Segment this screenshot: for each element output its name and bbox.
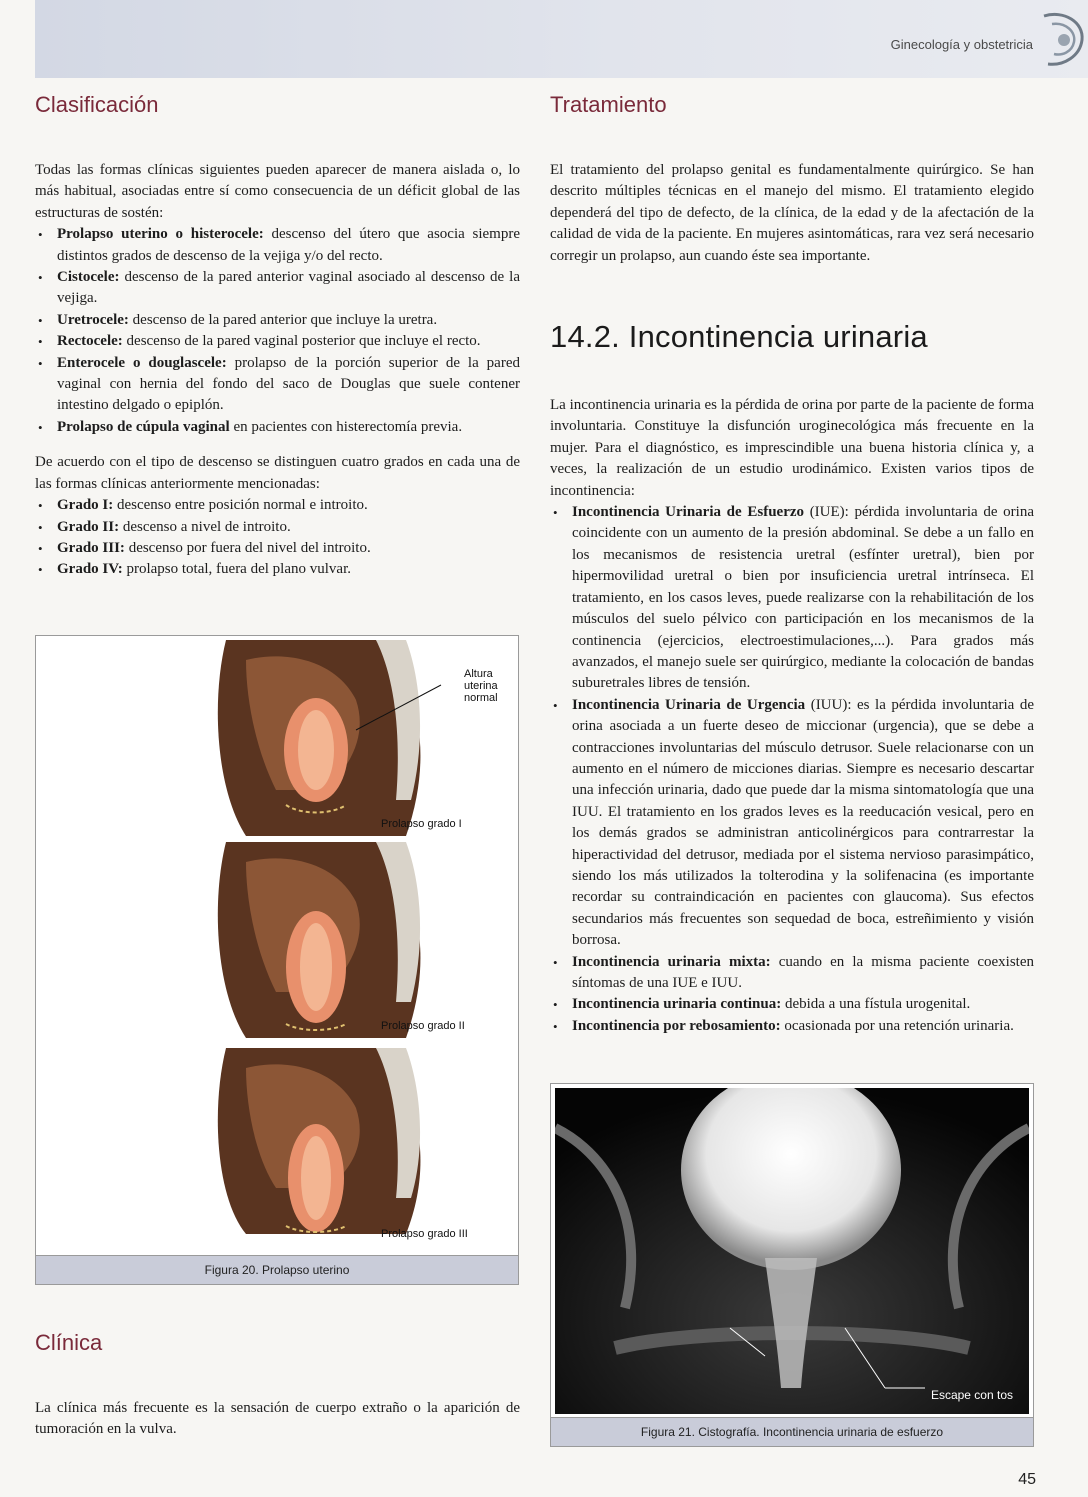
- list-item: • Incontinencia urinaria mixta: cuando en la misma paciente coexisten síntomas de una IUE e IUU.: [550, 952, 1034, 995]
- list-item: • Grado I: descenso entre posición normal e introito.: [35, 495, 520, 516]
- chapter-heading-incontinencia: 14.2. Incontinencia urinaria: [550, 319, 928, 355]
- label-prolapso-grado-3: Prolapso grado III: [381, 1228, 468, 1240]
- left-column: [35, 92, 520, 581]
- cystography-xray-image: [555, 1088, 1029, 1414]
- list-item: • Prolapso de cúpula vaginal en pacientes con histerectomía previa.: [35, 417, 520, 438]
- prolapse-grade-2-illustration: [206, 842, 446, 1038]
- grados-list: [35, 495, 520, 581]
- list-item: • Incontinencia Urinaria de Esfuerzo (IUE): pérdida involuntaria de orina coincidente con un aumento de la presión abdominal. Se debe a un fallo en los mecanismos de resistencia uretral (esfínter uretral), bien por hipermovilidad uretral o bien por insuficiencia uretral intrínseca. El tratamiento, en los casos leves, puede realizarse con la rehabilitación de los músculos del suelo pélvico con participación en los mecanismos de la continencia (ejercicios, electroestimulaciones,...). Para grados más avanzados, el manejo suele ser quirúrgico, mediante la colocación de bandas suburetrales libres de tensión.: [550, 502, 1034, 695]
- list-item: • Incontinencia urinaria continua: debida a una fístula urogenital.: [550, 994, 1034, 1015]
- list-item: • Grado III: descenso por fuera del nivel del introito.: [35, 538, 520, 559]
- incontinencia-intro: La incontinencia urinaria es la pérdida de orina por parte de la paciente de forma involuntaria. Constituye la disfunción uroginecológica más frecuente en la mujer. Para el diagnóstico, es imprescindible una buena historia clínica y, a veces, la realización de un estudio urodinámico. Existen varios tipos de incontinencia:: [550, 397, 1034, 499]
- label-prolapso-grado-2: Prolapso grado II: [381, 1020, 465, 1032]
- incontinencia-list: [550, 502, 1034, 1037]
- clasificacion-list: [35, 224, 520, 438]
- prolapse-grade-3-illustration: [206, 1048, 446, 1234]
- section-heading-clasificacion: Clasificación: [35, 92, 159, 117]
- list-item: • Rectocele: descenso de la pared vaginal posterior que incluye el recto.: [35, 331, 520, 352]
- list-item: • Incontinencia Urinaria de Urgencia (IUU): es la pérdida involuntaria de orina asociada a un fuerte deseo de miccionar (urgencia), que se debe a contracciones involuntarias del músculo detrusor. Suele relacionarse con un aumento en el número de micciones diarias. Siempre es necesario descartar una infección urinaria, dado que puede dar la misma sintomatología que una IUU. El tratamiento en los grados leves es la reeducación vesical, pero en los demás grados se administran anticolinérgicos para contrarrestar la hiperactividad del detrusor, mediada por el sistema nervioso parasimpático, siendo los más utilizados la tolterodina y la solifenacina (es importante recordar su contraindicación en pacientes con glaucoma). Sus efectos secundarios más frecuentes son sequedad de boca, estreñimiento y visión borrosa.: [550, 695, 1034, 952]
- figure-20-caption: Figura 20. Prolapso uterino: [36, 1255, 518, 1284]
- list-item: • Uretrocele: descenso de la pared anterior que incluye la uretra.: [35, 310, 520, 331]
- label-prolapso-grado-1: Prolapso grado I: [381, 818, 462, 830]
- clinica-section: [35, 1330, 520, 1441]
- clinica-text: La clínica más frecuente es la sensación de cuerpo extraño o la aparición de tumoración en la vulva.: [35, 1400, 520, 1438]
- grados-intro: De acuerdo con el tipo de descenso se distinguen cuatro grados en cada una de las formas clínicas anteriormente mencionadas:: [35, 454, 520, 492]
- figure-21: [550, 1083, 1034, 1447]
- section-heading-clinica: Clínica: [35, 1330, 103, 1355]
- page-header: [35, 0, 1088, 78]
- list-item: • Prolapso uterino o histerocele: descenso del útero que asocia siempre distintos grados de descenso de la vejiga y/o del recto.: [35, 224, 520, 267]
- ornament-emblem-icon: [1034, 8, 1088, 72]
- list-item: • Incontinencia por rebosamiento: ocasionada por una retención urinaria.: [550, 1016, 1034, 1037]
- list-item: • Grado IV: prolapso total, fuera del plano vulvar.: [35, 559, 520, 580]
- prolapse-grade-1-illustration: [206, 640, 446, 836]
- section-heading-tratamiento: Tratamiento: [550, 92, 667, 117]
- right-column: [550, 92, 1034, 1037]
- page-number: 45: [1018, 1471, 1036, 1488]
- figure-21-caption: Figura 21. Cistografía. Incontinencia urinaria de esfuerzo: [551, 1417, 1033, 1446]
- list-item: • Enterocele o douglascele: prolapso de la porción superior de la pared vaginal con hernia del fondo del saco de Douglas que suele contener intestino delgado o epiplón.: [35, 353, 520, 417]
- clasificacion-intro: Todas las formas clínicas siguientes pueden aparecer de manera aislada o, lo más habitual, asociadas entre sí como consecuencia de un déficit global de las estructuras de sostén:: [35, 162, 520, 221]
- tratamiento-text: El tratamiento del prolapso genital es fundamentalmente quirúrgico. Se han descrito múltiples técnicas en el manejo del mismo. El tratamiento elegido dependerá del tipo de defecto, de la clínica, de la edad y de la afectación de la calidad de vida de la paciente. En mujeres asintomáticas, rara vez será necesario corregir un prolapso, aun cuando éste sea importante.: [550, 162, 1034, 264]
- figure-20: [35, 635, 519, 1285]
- label-escape-con-tos: Escape con tos: [930, 1388, 1013, 1402]
- list-item: • Grado II: descenso a nivel de introito.: [35, 517, 520, 538]
- xray-drawing: [555, 1088, 1029, 1414]
- annotation-altura-uterina: Altura uterina normal: [464, 668, 498, 704]
- list-item: • Cistocele: descenso de la pared anterior vaginal asociado al descenso de la vejiga.: [35, 267, 520, 310]
- header-title: Ginecología y obstetricia: [890, 37, 1033, 52]
